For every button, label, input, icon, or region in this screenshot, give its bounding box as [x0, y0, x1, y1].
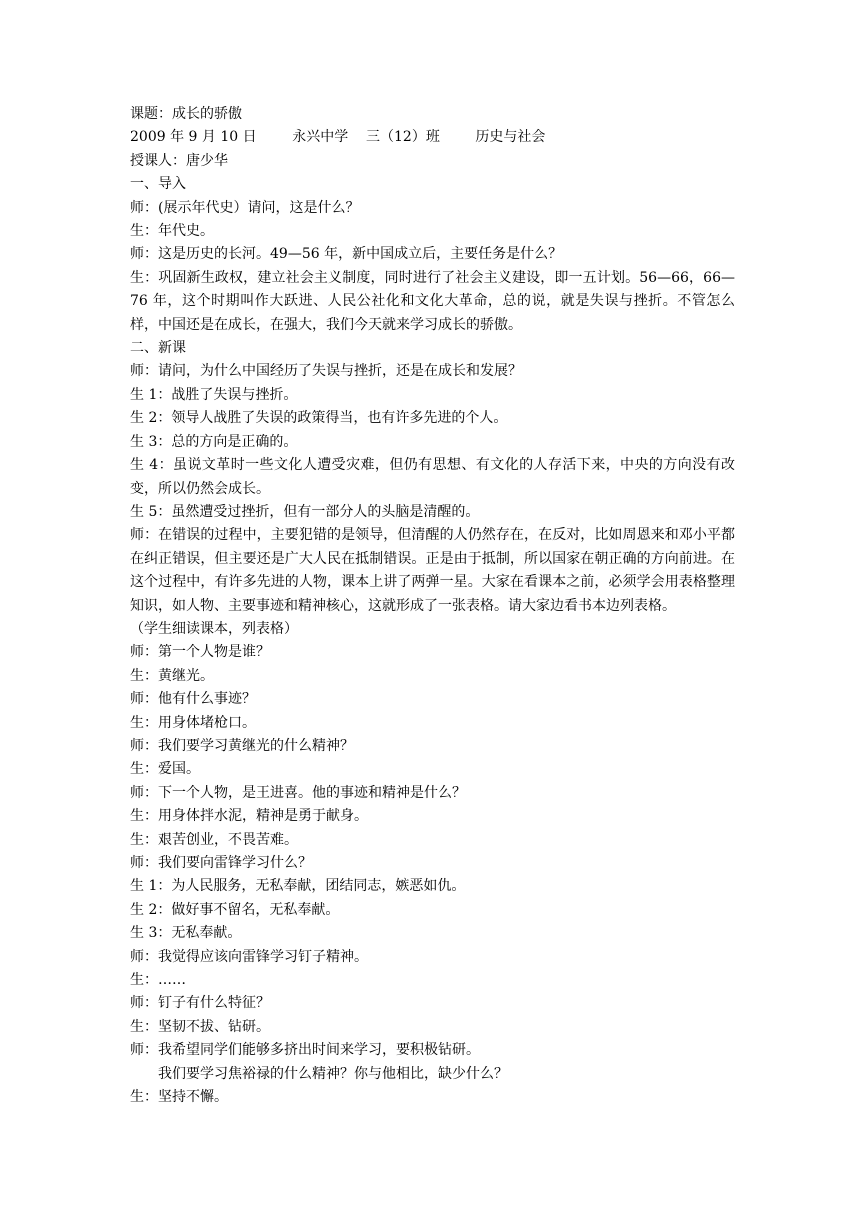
dialogue-line: 生 2：做好事不留名，无私奉献。 — [130, 901, 340, 918]
dialogue-paragraph: 生：巩固新生政权，建立社会主义制度，同时进行了社会主义建设，即一五计划。56—66，66—76 年，这个时期叫作大跃进、人民公社化和文化大革命，总的说，就是失误与挫折。不管怎么样，中国还是在成长，在强大，我们今天就来学习成长的骄傲。 — [130, 269, 735, 333]
lesson-info: 2009 年 9 月 10 日 永兴中学 三（12）班 历史与社会 — [130, 129, 546, 146]
dialogue-line: 师：他有什么事迹？ — [130, 691, 256, 708]
dialogue-line: 生：爱国。 — [130, 761, 200, 778]
dialogue-line: 师：我希望同学们能够多挤出时间来学习，要积极钻研。 — [130, 1042, 480, 1059]
dialogue-line: 师：(展示年代史）请问，这是什么？ — [130, 199, 360, 216]
dialogue-line: 生 1：为人民服务，无私奉献，团结同志，嫉恶如仇。 — [130, 878, 466, 895]
dialogue-line: 生 2：领导人战胜了失误的政策得当，也有许多先进的个人。 — [130, 410, 508, 427]
dialogue-line: 生：用身体堵枪口。 — [130, 714, 256, 731]
dialogue-line: 师：我觉得应该向雷锋学习钉子精神。 — [130, 948, 368, 965]
dialogue-line: 生 3：无私奉献。 — [130, 925, 242, 942]
dialogue-line: 师：下一个人物，是王进喜。他的事迹和精神是什么？ — [130, 784, 466, 801]
dialogue-line: 师：这是历史的长河。49—56 年，新中国成立后，主要任务是什么？ — [130, 246, 563, 263]
dialogue-line: 师：请问，为什么中国经历了失误与挫折，还是在成长和发展？ — [130, 363, 522, 380]
dialogue-line: 师：第一个人物是谁？ — [130, 644, 270, 661]
lesson-title: 课题：成长的骄傲 — [130, 106, 242, 122]
dialogue-paragraph: 师：在错误的过程中，主要犯错的是领导，但清醒的人仍然存在，在反对，比如周恩来和邓小平都在纠正错误，但主要还是广大人民在抵制错误。正是由于抵制，所以国家在朝正确的方向前进。在这个过程中，有许多先进的人物，课本上讲了两弹一星。大家在看课本之前，必须学会用表格整理知识，如人物、主要事迹和精神核心，这就形成了一张表格。请大家边看书本边列表格。 — [130, 527, 735, 614]
teacher-line: 授课人：唐少华 — [130, 152, 228, 169]
dialogue-line: 生 1：战胜了失误与挫折。 — [130, 386, 298, 403]
dialogue-line: 生：坚持不懈。 — [130, 1089, 228, 1106]
dialogue-paragraph: 生 4：虽说文革时一些文化人遭受灾难，但仍有思想、有文化的人存活下来，中央的方向没有改变，所以仍然会成长。 — [130, 457, 735, 497]
section-heading-new-lesson: 二、新课 — [130, 340, 186, 357]
dialogue-line: 生：坚韧不拔、钻研。 — [130, 1018, 270, 1035]
dialogue-continuation: 我们要学习焦裕禄的什么精神？你与他相比，缺少什么？ — [158, 1065, 508, 1082]
dialogue-line: 生 3：总的方向是正确的。 — [130, 433, 298, 450]
dialogue-line: 生：黄继光。 — [130, 667, 214, 684]
dialogue-line: 生：艰苦创业，不畏苦难。 — [130, 831, 298, 848]
dialogue-line: 生：…… — [130, 972, 186, 989]
lesson-transcript-page — [130, 103, 735, 1109]
dialogue-line: 生：年代史。 — [130, 223, 214, 240]
dialogue-line: 师：我们要向雷锋学习什么？ — [130, 855, 312, 871]
dialogue-line: 师：我们要学习黄继光的什么精神？ — [130, 737, 354, 754]
dialogue-line: 生 5：虽然遭受过挫折，但有一部分人的头脑是清醒的。 — [130, 503, 480, 520]
stage-direction: （学生细读课本，列表格） — [130, 620, 298, 637]
dialogue-line: 生：用身体拌水泥，精神是勇于献身。 — [130, 808, 368, 825]
dialogue-line: 师：钉子有什么特征？ — [130, 995, 270, 1012]
section-heading-intro: 一、导入 — [130, 176, 186, 193]
